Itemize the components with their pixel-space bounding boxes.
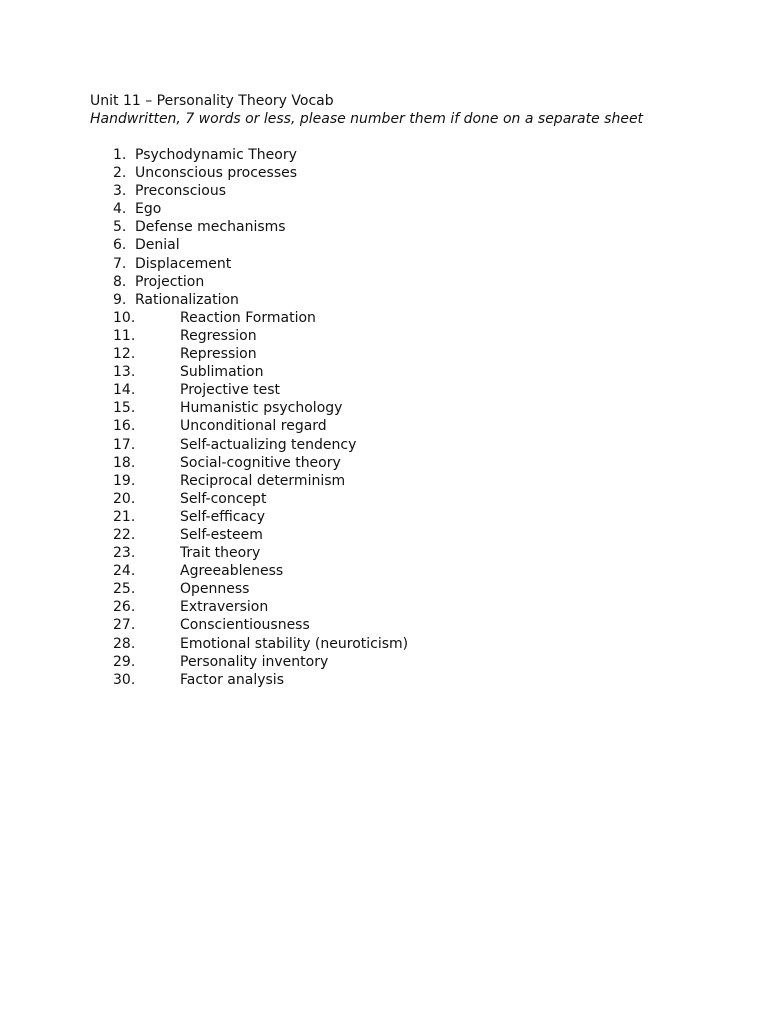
vocab-list-item — [90, 381, 650, 399]
vocab-item-term: Self-concept — [180, 490, 267, 507]
vocab-item-term: Regression — [180, 327, 257, 344]
vocab-item-term: Agreeableness — [180, 563, 284, 580]
vocab-list-item — [90, 255, 650, 273]
document-title: Unit 11 – Personality Theory Vocab — [90, 93, 334, 109]
vocab-item-term: Defense mechanisms — [135, 219, 286, 236]
vocab-item-number: 7. — [113, 255, 127, 272]
vocab-item-number: 9. — [113, 291, 127, 308]
vocab-item-number: 25. — [113, 581, 136, 598]
vocab-list-item — [90, 200, 650, 218]
vocab-item-number: 11. — [113, 327, 136, 344]
vocab-item-term: Openness — [180, 581, 250, 598]
vocab-list-item — [90, 399, 650, 417]
vocab-item-number: 30. — [113, 671, 136, 688]
vocab-item-term: Extraversion — [180, 599, 269, 616]
vocab-item-term: Reaction Formation — [180, 309, 316, 326]
vocab-item-term: Self-esteem — [180, 526, 263, 543]
vocab-item-term: Projection — [135, 273, 205, 290]
vocab-list-item — [90, 273, 650, 291]
vocab-item-term: Humanistic psychology — [180, 400, 343, 417]
vocab-item-number: 24. — [113, 563, 136, 580]
vocab-list-item — [90, 580, 650, 598]
vocab-item-term: Repression — [180, 346, 257, 363]
document-instructions: Handwritten, 7 words or less, please number them if done on a separate sheet — [90, 111, 644, 127]
vocab-list-item — [90, 598, 650, 616]
vocab-list-item — [90, 327, 650, 345]
vocab-item-number: 14. — [113, 382, 136, 399]
vocab-list-item — [90, 653, 650, 671]
vocab-list-item — [90, 291, 650, 309]
vocab-item-number: 29. — [113, 653, 136, 670]
vocab-item-number: 3. — [113, 183, 127, 200]
vocab-item-term: Denial — [135, 237, 180, 254]
vocab-item-term: Preconscious — [135, 183, 227, 200]
vocab-list-item — [90, 472, 650, 490]
vocab-list-item — [90, 309, 650, 327]
vocab-list-item — [90, 218, 650, 236]
vocab-item-number: 20. — [113, 490, 136, 507]
document-content — [90, 92, 650, 689]
vocab-item-number: 5. — [113, 219, 127, 236]
vocab-list-item — [90, 526, 650, 544]
vocab-item-number: 10. — [113, 309, 136, 326]
vocab-item-number: 26. — [113, 599, 136, 616]
vocab-item-number: 16. — [113, 418, 136, 435]
vocab-item-number: 1. — [113, 147, 127, 163]
vocab-item-number: 19. — [113, 472, 136, 489]
vocab-item-number: 15. — [113, 400, 136, 417]
vocab-item-term: Displacement — [135, 255, 232, 272]
vocab-list-item — [90, 616, 650, 634]
vocab-item-term: Emotional stability (neuroticism) — [180, 635, 409, 652]
vocab-item-term: Psychodynamic Theory — [135, 147, 297, 163]
vocab-item-number: 21. — [113, 508, 136, 525]
vocab-item-number: 28. — [113, 635, 136, 652]
vocab-item-term: Projective test — [180, 382, 281, 399]
vocab-list-item — [90, 236, 650, 254]
vocab-list-item — [90, 490, 650, 508]
vocab-item-term: Social-cognitive theory — [180, 454, 341, 471]
vocab-item-number: 2. — [113, 165, 127, 182]
vocab-item-number: 6. — [113, 237, 127, 254]
vocab-list-item — [90, 454, 650, 472]
vocab-item-term: Reciprocal determinism — [180, 472, 346, 489]
vocab-list-item — [90, 146, 650, 164]
vocab-item-number: 18. — [113, 454, 136, 471]
vocab-list-item — [90, 417, 650, 435]
vocab-list — [90, 146, 650, 689]
vocab-list-item — [90, 562, 650, 580]
vocab-item-number: 17. — [113, 436, 136, 453]
vocab-list-item — [90, 508, 650, 526]
vocab-item-number: 23. — [113, 545, 136, 562]
vocab-item-number: 27. — [113, 617, 136, 634]
vocab-item-term: Trait theory — [180, 545, 261, 562]
vocab-item-term: Self-efficacy — [180, 508, 266, 525]
vocab-list-item — [90, 436, 650, 454]
vocab-item-term: Sublimation — [180, 364, 264, 381]
vocab-list-item — [90, 544, 650, 562]
vocab-item-term: Conscientiousness — [180, 617, 310, 634]
vocab-item-term: Ego — [135, 201, 162, 218]
vocab-list-item — [90, 635, 650, 653]
vocab-list-item — [90, 164, 650, 182]
vocab-list-item — [90, 671, 650, 689]
vocab-item-term: Unconditional regard — [180, 418, 327, 435]
vocab-item-term: Factor analysis — [180, 671, 284, 688]
vocab-item-number: 8. — [113, 273, 127, 290]
vocab-list-item — [90, 345, 650, 363]
vocab-item-term: Rationalization — [135, 291, 239, 308]
vocab-item-number: 22. — [113, 526, 136, 543]
vocab-item-number: 12. — [113, 346, 136, 363]
vocab-list-item — [90, 363, 650, 381]
vocab-item-number: 4. — [113, 201, 127, 218]
vocab-item-term: Self-actualizing tendency — [180, 436, 357, 453]
vocab-item-number: 13. — [113, 364, 136, 381]
vocab-list-item — [90, 182, 650, 200]
vocab-item-term: Personality inventory — [180, 653, 329, 670]
vocab-item-term: Unconscious processes — [135, 165, 298, 182]
